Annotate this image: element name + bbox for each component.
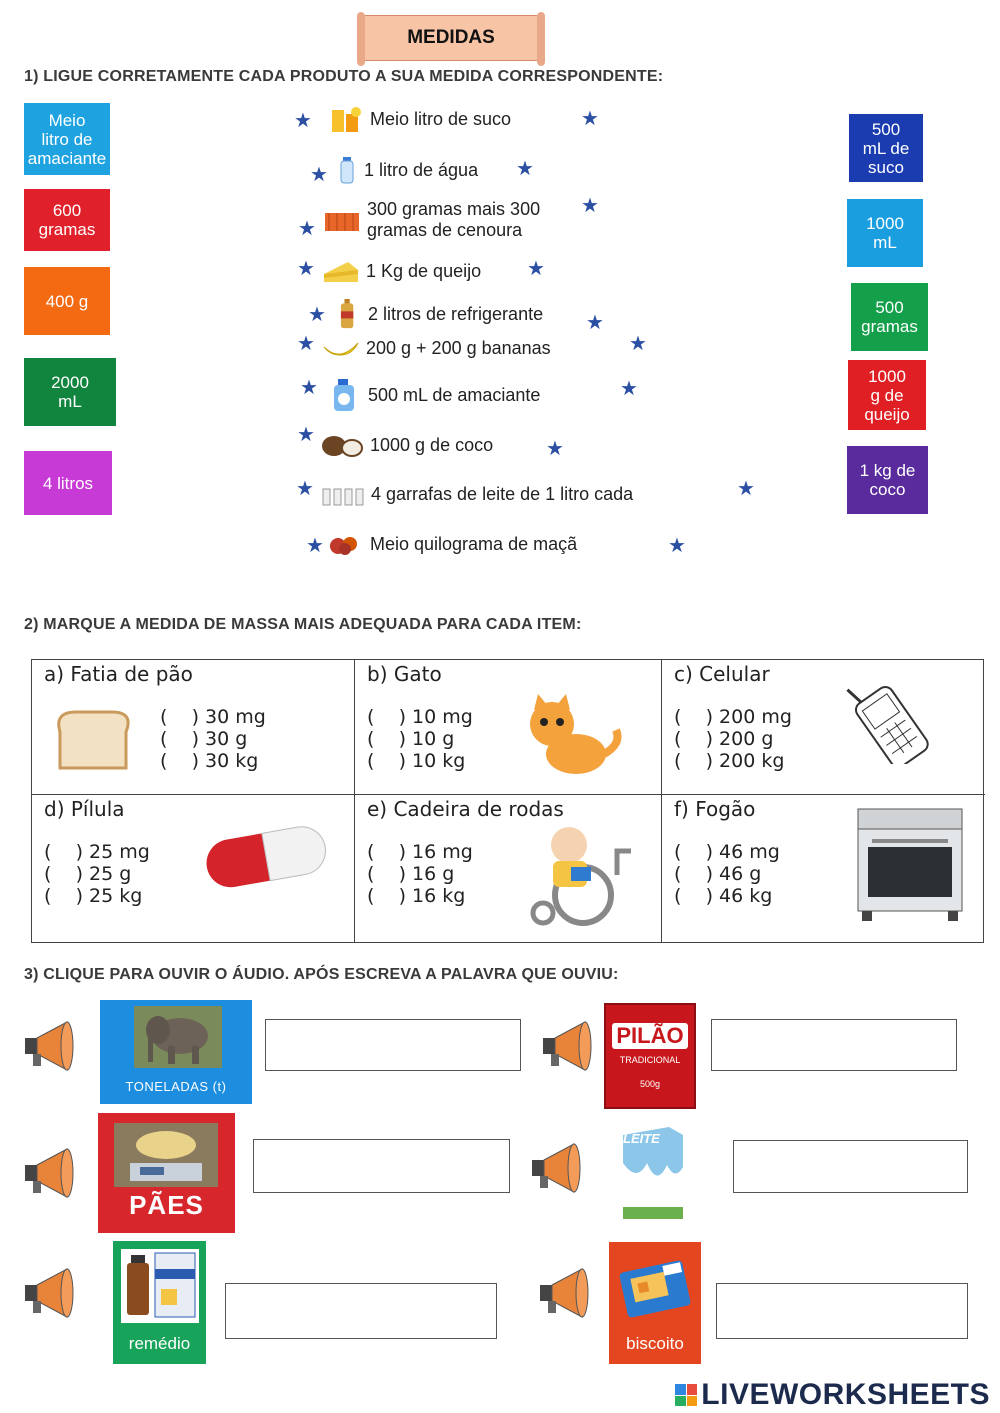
option-1[interactable]: ( ) 46 mg [674, 841, 780, 863]
megaphone-icon[interactable] [23, 1145, 81, 1201]
package-subtext: TRADICIONAL [619, 1055, 681, 1065]
answer-input-4[interactable] [733, 1140, 968, 1193]
item-title: f) Fogão [674, 797, 756, 821]
liveworksheets-logo [675, 1378, 990, 1412]
option-2[interactable]: ( ) 200 g [674, 728, 774, 750]
product-label: Meio quilograma de maçã [370, 533, 578, 554]
elephant-icon [134, 1006, 222, 1068]
right-measure-box-1[interactable]: 500 mL de suco [849, 114, 923, 182]
option-1[interactable]: ( ) 25 mg [44, 841, 150, 863]
option-2[interactable]: ( ) 10 g [367, 728, 455, 750]
answer-input-2[interactable] [711, 1019, 957, 1071]
worksheet-title: MEDIDAS [362, 15, 540, 61]
package-weight: 500g [639, 1079, 661, 1089]
cat-icon [520, 694, 624, 778]
link-star-right[interactable]: ★ [586, 312, 604, 334]
section-1-heading: 1) LIGUE CORRETAMENTE CADA PRODUTO A SUA MEDIDA CORRESPONDENTE: [24, 68, 664, 85]
link-star-right[interactable]: ★ [581, 108, 599, 130]
link-star-left[interactable]: ★ [298, 218, 316, 240]
answer-input-5[interactable] [225, 1283, 497, 1339]
product-label-line-1: 300 gramas mais 300 [367, 199, 541, 219]
pill-icon [194, 825, 338, 889]
card-caption: PÃES [129, 1190, 204, 1220]
table-cell-f [662, 795, 985, 943]
link-star-right[interactable]: ★ [737, 478, 755, 500]
link-star-left[interactable]: ★ [297, 424, 315, 446]
bread-slice-icon [52, 708, 134, 772]
option-3[interactable]: ( ) 10 kg [367, 750, 466, 772]
link-star-left[interactable]: ★ [297, 333, 315, 355]
product-item [326, 104, 511, 134]
bread-scale-card [98, 1113, 235, 1233]
table-cell-a [32, 660, 355, 795]
option-list[interactable] [367, 841, 473, 907]
product-item [323, 199, 540, 241]
option-2[interactable]: ( ) 46 g [674, 863, 762, 885]
item-title: c) Celular [674, 662, 770, 686]
medicine-icon [121, 1249, 199, 1323]
item-title: b) Gato [367, 662, 442, 686]
left-measure-box-3[interactable]: 400 g [24, 267, 110, 335]
option-2[interactable]: ( ) 25 g [44, 863, 132, 885]
left-measure-box-4[interactable]: 2000 mL [24, 358, 116, 426]
right-measure-box-3[interactable]: 500 gramas [851, 283, 928, 351]
wheelchair-icon [523, 821, 639, 927]
megaphone-icon[interactable] [538, 1265, 596, 1321]
product-label: 2 litros de refrigerante [368, 303, 544, 324]
coconut-icon [320, 430, 364, 460]
left-measure-box-1[interactable]: Meio litro de amaciante [24, 103, 110, 175]
option-3[interactable]: ( ) 30 kg [160, 750, 259, 772]
product-item [322, 333, 551, 363]
link-star-left[interactable]: ★ [296, 478, 314, 500]
carrots-icon [323, 207, 361, 237]
link-star-right[interactable]: ★ [581, 195, 599, 217]
section-2-heading: 2) MARQUE A MEDIDA DE MASSA MAIS ADEQUADA PARA CADA ITEM: [24, 616, 582, 633]
option-list[interactable] [44, 841, 150, 907]
link-star-left[interactable]: ★ [300, 377, 318, 399]
product-item [326, 529, 577, 559]
bread-scale-icon [114, 1123, 218, 1187]
biscuit-card [609, 1242, 701, 1364]
right-measure-box-4[interactable]: 1000 g de queijo [848, 360, 926, 430]
item-title: e) Cadeira de rodas [367, 797, 564, 821]
option-1[interactable]: ( ) 200 mg [674, 706, 792, 728]
product-label: 1000 g de coco [370, 434, 494, 455]
milk-carton-icon [617, 1123, 687, 1223]
table-cell-c [662, 660, 985, 795]
water-bottle-icon [336, 155, 358, 185]
mass-measure-table [31, 659, 984, 943]
option-1[interactable]: ( ) 30 mg [160, 706, 266, 728]
card-caption: biscoito [626, 1334, 684, 1353]
option-3[interactable]: ( ) 25 kg [44, 885, 143, 907]
option-3[interactable]: ( ) 46 kg [674, 885, 773, 907]
link-star-left[interactable]: ★ [308, 304, 326, 326]
biscuit-icon [617, 1256, 693, 1322]
cheese-icon [322, 256, 360, 286]
product-item [336, 155, 478, 185]
link-star-right[interactable]: ★ [546, 438, 564, 460]
megaphone-icon[interactable] [23, 1018, 81, 1074]
answer-input-3[interactable] [253, 1139, 510, 1193]
product-label: 1 litro de água [364, 159, 479, 180]
product-label-line-2: gramas de cenoura [367, 220, 523, 240]
table-cell-b [355, 660, 662, 795]
option-list[interactable] [367, 706, 473, 772]
apples-icon [326, 529, 364, 559]
product-item [326, 377, 540, 413]
option-3[interactable]: ( ) 200 kg [674, 750, 785, 772]
link-star-left[interactable]: ★ [310, 164, 328, 186]
card-caption: TONELADAS (t) [125, 1079, 227, 1094]
logo-mark-icon [675, 1384, 697, 1406]
logo-text: LIVEWORKSHEETS [701, 1378, 990, 1411]
item-title: a) Fatia de pão [44, 662, 193, 686]
option-list[interactable] [160, 706, 266, 772]
link-star-right[interactable]: ★ [629, 333, 647, 355]
link-star-right[interactable]: ★ [516, 158, 534, 180]
product-item [320, 430, 493, 460]
soda-bottle-icon [334, 299, 362, 329]
medicine-card [113, 1241, 206, 1364]
link-star-right[interactable]: ★ [620, 378, 638, 400]
right-measure-box-5[interactable]: 1 kg de coco [847, 446, 928, 514]
stove-icon [850, 803, 966, 927]
product-label: Meio litro de suco [370, 108, 512, 129]
option-3[interactable]: ( ) 16 kg [367, 885, 466, 907]
option-1[interactable]: ( ) 16 mg [367, 841, 473, 863]
section-3-heading: 3) CLIQUE PARA OUVIR O ÁUDIO. APÓS ESCREVA A PALAVRA QUE OUVIU: [24, 966, 619, 983]
item-title: d) Pílula [44, 797, 125, 821]
softener-icon [326, 377, 362, 413]
product-label: 4 garrafas de leite de 1 litro cada [371, 483, 634, 504]
option-1[interactable]: ( ) 10 mg [367, 706, 473, 728]
cellphone-icon [834, 678, 952, 764]
answer-input-6[interactable] [716, 1283, 968, 1339]
option-list[interactable] [674, 706, 792, 772]
elephant-card [100, 1000, 252, 1104]
link-star-left[interactable]: ★ [294, 110, 312, 132]
carton-label: LEITE [623, 1131, 660, 1146]
answer-input-1[interactable] [265, 1019, 521, 1071]
table-cell-e [355, 795, 662, 943]
juice-icon [326, 104, 364, 134]
product-item [334, 299, 543, 329]
bananas-icon [322, 333, 360, 363]
link-star-right[interactable]: ★ [668, 535, 686, 557]
link-star-right[interactable]: ★ [527, 258, 545, 280]
megaphone-icon[interactable] [530, 1140, 588, 1196]
product-label: 500 mL de amaciante [368, 384, 541, 405]
package-brand: PILÃO [612, 1023, 687, 1049]
megaphone-icon[interactable] [541, 1018, 599, 1074]
card-caption: remédio [128, 1334, 191, 1353]
coffee-package-icon [604, 1003, 696, 1109]
product-item [322, 256, 481, 286]
right-measure-box-2[interactable]: 1000 mL [847, 199, 923, 267]
product-item [321, 479, 633, 509]
milk-bottles-icon [321, 479, 365, 509]
option-2[interactable]: ( ) 16 g [367, 863, 455, 885]
link-star-left[interactable]: ★ [306, 535, 324, 557]
link-star-left[interactable]: ★ [297, 258, 315, 280]
megaphone-icon[interactable] [23, 1265, 81, 1321]
table-cell-d [32, 795, 355, 943]
left-measure-box-5[interactable]: 4 litros [24, 451, 112, 515]
option-list[interactable] [674, 841, 780, 907]
option-2[interactable]: ( ) 30 g [160, 728, 248, 750]
product-label: 1 Kg de queijo [366, 260, 482, 281]
left-measure-box-2[interactable]: 600 gramas [24, 189, 110, 251]
product-label: 200 g + 200 g bananas [366, 337, 551, 358]
